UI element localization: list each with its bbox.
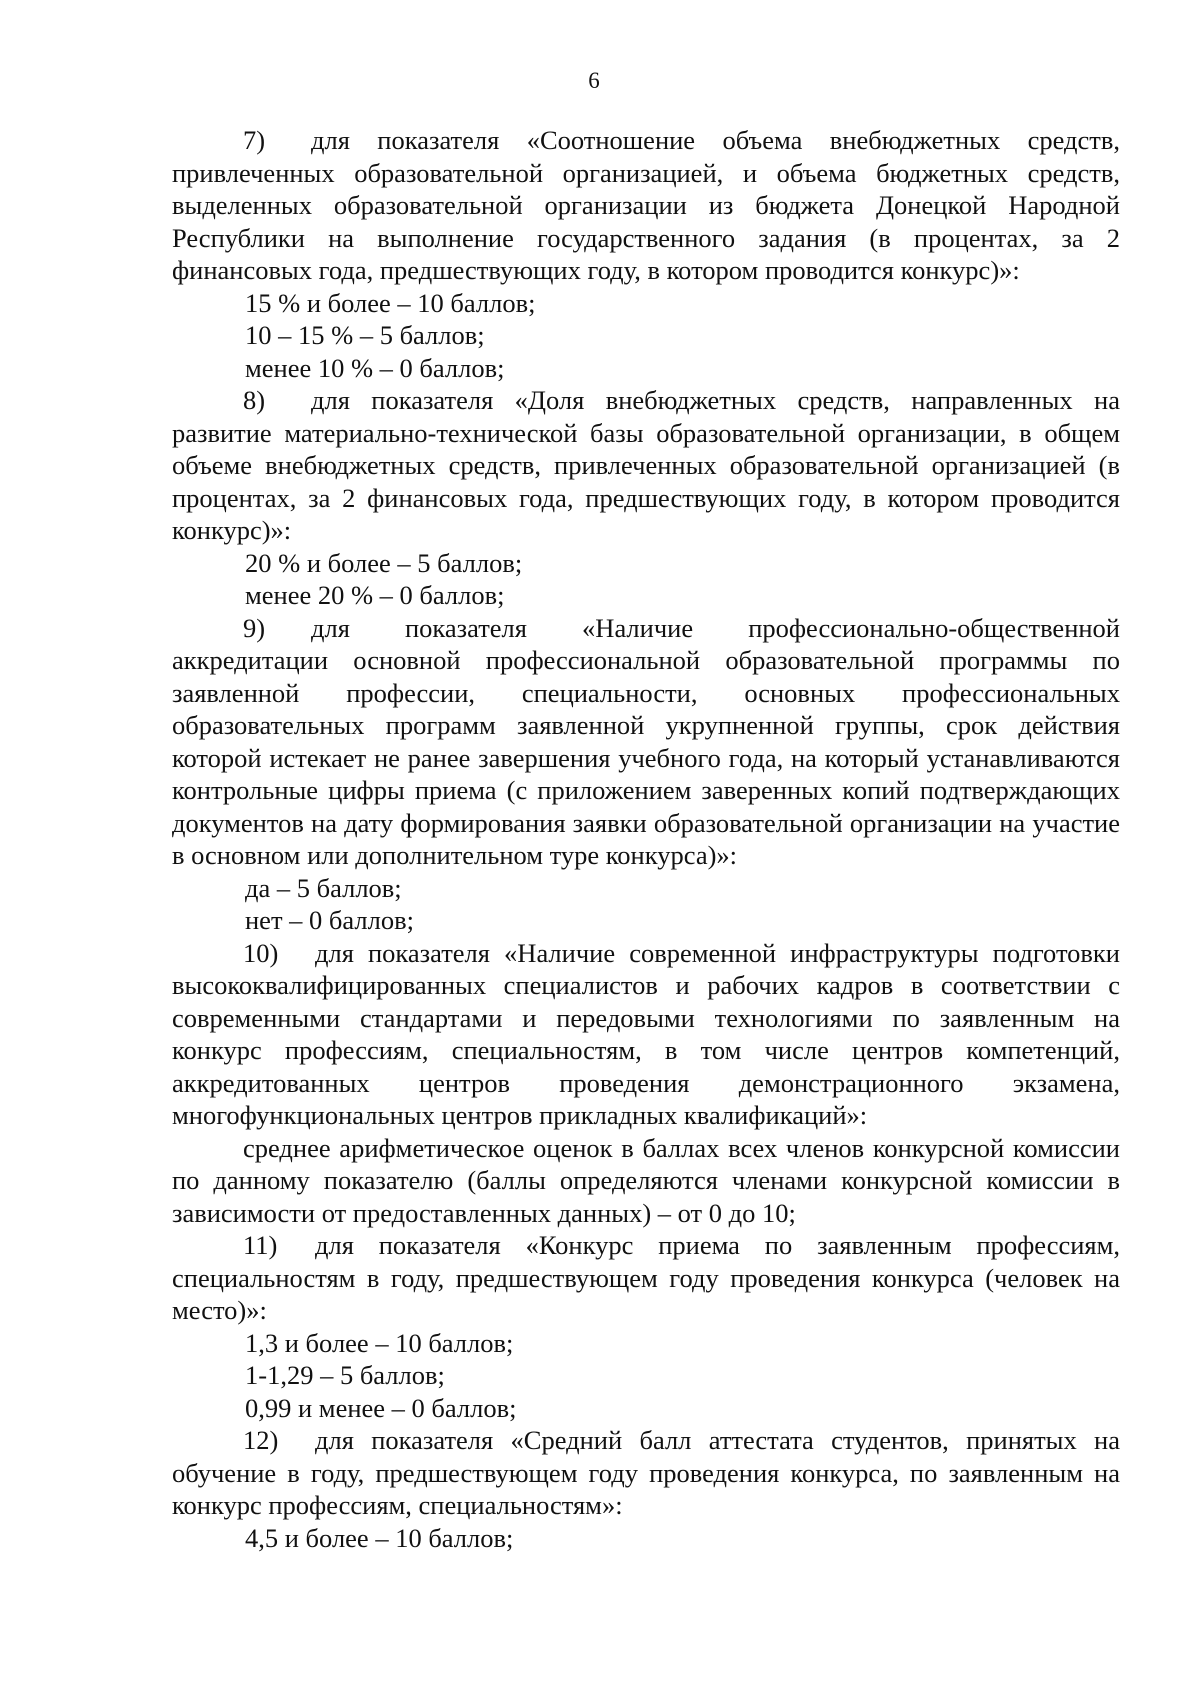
score-option: 15 % и более – 10 баллов; — [245, 287, 536, 318]
criterion-12 — [172, 1424, 1120, 1522]
criterion-8 — [172, 384, 1120, 547]
item-number: 12) — [243, 1425, 279, 1455]
document-body — [172, 124, 1120, 1554]
score-option: 1,3 и более – 10 баллов; — [245, 1327, 514, 1358]
score-option: 1-1,29 – 5 баллов; — [245, 1360, 445, 1390]
item-number: 11) — [243, 1230, 278, 1260]
criterion-text: для показателя «Наличие современной инфраструктуры подготовки высококвалифицированных специалистов и рабочих кадров в соответствии с современными стандартами и передовыми технологиями по заявленным на конкурс профессиям, специальностям, в том числе центров компетенций, аккредитованных центров проведения демонстрационного экзамена, многофункциональных центров прикладных квалификаций»: — [172, 937, 1120, 1130]
criterion-text: для показателя «Соотношение объема внебюджетных средств, привлеченных образовательной организацией, и объема бюджетных средств, выделенных образовательной организации из бюджета Донецкой Народной Республики на выполнение государственного задания (в процентах, за 2 финансовых года, предшествующих году, в котором проводится конкурс)»: — [172, 125, 1120, 285]
item-number: 8) — [243, 385, 266, 415]
score-option: да – 5 баллов; — [245, 872, 402, 903]
criterion-text: для показателя «Средний балл аттестата студентов, принятых на обучение в году, предшествующем году проведения конкурса, по заявленным на конкурс профессиям, специальностям»: — [172, 1425, 1120, 1520]
criterion-text: для показателя «Доля внебюджетных средств, направленных на развитие материально-технической базы образовательной организации, в общем объеме внебюджетных средств, привлеченных образовательной организацией (в процентах, за 2 финансовых года, предшествующих году, в котором проводится конкурс)»: — [172, 385, 1120, 545]
score-option: менее 20 % – 0 баллов; — [245, 580, 505, 610]
item-number: 7) — [243, 125, 266, 155]
page-number: 6 — [588, 68, 600, 93]
score-option: нет – 0 баллов; — [245, 905, 414, 935]
criterion-text: для показателя «Наличие профессионально-общественной аккредитации основной профессиональной образовательной программы по заявленной профессии, специальности, основных профессиональных образовательных программ заявленной укрупненной группы, срок действия которой истекает не ранее завершения учебного года, на который устанавливаются контрольные цифры приема (с приложением заверенных копий подтверждающих документов на дату формирования заявки образовательной организации на участие в основном или дополнительном туре конкурса)»: — [172, 612, 1120, 870]
criterion-10 — [172, 937, 1120, 1132]
score-option: 20 % и более – 5 баллов; — [245, 547, 523, 578]
criterion-11 — [172, 1229, 1120, 1327]
criterion-9 — [172, 612, 1120, 872]
item-number: 9) — [243, 612, 266, 643]
score-option: менее 10 % – 0 баллов; — [245, 352, 505, 383]
criterion-text: для показателя «Конкурс приема по заявленным профессиям, специальностям в году, предшествующем году проведения конкурса (человек на место)»: — [172, 1230, 1120, 1325]
scoring-note: среднее арифметическое оценок в баллах всех членов конкурсной комиссии по данному показателю (баллы определяются членами конкурсной комиссии в зависимости от предоставленных данных) – от 0 до 10; — [172, 1132, 1120, 1228]
criterion-7 — [172, 124, 1120, 287]
score-option: 0,99 и менее – 0 баллов; — [245, 1392, 517, 1423]
item-number: 10) — [243, 937, 279, 968]
score-option: 4,5 и более – 10 баллов; — [245, 1522, 514, 1553]
score-option: 10 – 15 % – 5 баллов; — [245, 320, 485, 350]
